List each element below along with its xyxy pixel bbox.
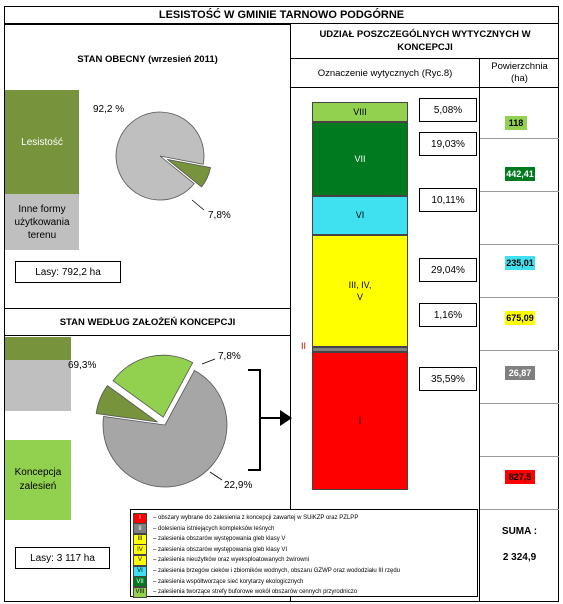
bar-segment-label-6: I bbox=[358, 415, 362, 426]
bar-segment-2 bbox=[312, 122, 408, 196]
area-cell-1: 118 bbox=[505, 116, 527, 130]
plan-legend-light bbox=[5, 440, 71, 520]
legend-swatch-8: VIII bbox=[133, 587, 147, 598]
area-cell-2: 442,41 bbox=[506, 169, 534, 179]
area-cell-5: 26,87 bbox=[505, 366, 535, 380]
legend-swatch-7: VII bbox=[133, 576, 147, 587]
current-pie-chart bbox=[93, 100, 260, 230]
percent-box-4: 29,04% bbox=[419, 258, 477, 282]
legend-swatch-2: II bbox=[133, 523, 147, 534]
bar-segment-4 bbox=[312, 235, 408, 348]
legend-box bbox=[130, 509, 478, 597]
percent-box-5: 1,16% bbox=[419, 303, 477, 327]
right-header: UDZIAŁ POSZCZEGÓLNYCH WYTYCZNYCH W KONCEPCJI bbox=[319, 29, 531, 53]
area-grid-6 bbox=[480, 403, 559, 404]
plan-state-header: STAN WEDŁUG ZAŁOŻEŃ KONCEPCJI bbox=[59, 316, 236, 328]
legend-text-4: – zalesienia obszarów występowania gleb klasy VI bbox=[153, 546, 288, 553]
bar-segment-label-3: VI bbox=[355, 210, 365, 221]
area-grid-8 bbox=[480, 509, 559, 510]
area-grid-4 bbox=[480, 297, 559, 298]
plan-lasy-box: Lasy: 3 117 ha bbox=[15, 547, 110, 569]
legend-swatch-3: III bbox=[133, 534, 147, 545]
col-label-header: Oznaczenie wytycznych (Ryc.8) bbox=[317, 67, 453, 79]
percent-box-6: 35,59% bbox=[419, 367, 477, 391]
area-grid-5 bbox=[480, 350, 559, 351]
bar-segment-label-1: VIII bbox=[353, 106, 367, 117]
legend-text-7: – zalesienia współtworzące sieć korytarzy ekologicznych bbox=[153, 578, 304, 585]
sum-label: SUMA : bbox=[501, 525, 538, 537]
legend-rows bbox=[133, 512, 477, 596]
page-title: LESISTOŚĆ W GMINIE TARNOWO PODGÓRNE bbox=[4, 6, 559, 24]
legend-block-lesistosc bbox=[5, 90, 79, 194]
plan-legend-label: Koncepcja zalesień bbox=[14, 467, 62, 492]
area-cell-6: 827,5 bbox=[505, 470, 535, 484]
legend-swatch-5: V bbox=[133, 555, 147, 566]
legend-text-2: – dolesienia istniejących kompleksów leśnych bbox=[153, 525, 275, 532]
bar-segment-6 bbox=[312, 352, 408, 490]
legend-row-8 bbox=[133, 586, 357, 598]
pie-leader-3 bbox=[210, 472, 222, 480]
percent-box-1: 5,08% bbox=[419, 98, 477, 122]
legend-text-1: – obszary wybrane do zalesienia z koncepcji zawartej w SUiKZP oraz PZLPP bbox=[153, 515, 359, 521]
bar-segment-label-4: III, IV, V bbox=[348, 280, 372, 303]
pie-leader-2 bbox=[192, 200, 204, 210]
area-grid-7 bbox=[480, 456, 559, 457]
legend-swatch-1: I bbox=[133, 513, 147, 524]
plan-legend-green bbox=[5, 337, 71, 360]
area-grid-3 bbox=[480, 244, 559, 245]
pie-label-3: 22,9% bbox=[224, 480, 253, 491]
percent-box-3: 10,11% bbox=[419, 188, 477, 212]
legend-label-inne: Inne formy użytkowania terenu bbox=[14, 203, 70, 241]
legend-swatch-6: VI bbox=[133, 566, 147, 577]
legend-label-lesistosc: Lesistość bbox=[21, 136, 63, 148]
col-divider bbox=[479, 59, 480, 602]
current-lasy-box: Lasy: 792,2 ha bbox=[15, 261, 121, 283]
legend-text-3: – zalesienia obszarów występowania gleb klasy V bbox=[153, 536, 286, 543]
pie-leader-2 bbox=[202, 359, 215, 364]
bar-segment-1 bbox=[312, 102, 408, 122]
area-cell-3: 235,01 bbox=[506, 258, 534, 268]
area-grid-1 bbox=[480, 138, 559, 139]
bar-segment-label-5: II bbox=[301, 341, 307, 352]
col-area-header: Powierzchnia (ha) bbox=[491, 61, 548, 84]
legend-block-inne bbox=[5, 194, 79, 250]
plan-legend-grey bbox=[5, 360, 71, 411]
bar-segment-3 bbox=[312, 196, 408, 235]
pie-label-1: 92,2 % bbox=[93, 104, 125, 115]
legend-swatch-4: IV bbox=[133, 544, 147, 555]
legend-text-6: – zalesienia brzegów cieków i zbiorników wodnych, obszaru GZWP oraz wododziału III rzędu bbox=[153, 568, 401, 574]
legend-text-5: – zalesienia nieużytków oraz wyeksploatowanych żwirowni bbox=[153, 557, 310, 564]
sum-value: 2 324,9 bbox=[502, 551, 537, 563]
legend-text-8: – zalesienia tworzące strefy buforowe wokół obszarów cennych przyrodniczo bbox=[153, 589, 358, 596]
bar-segment-label-2: VII bbox=[354, 153, 366, 164]
plan-header-divider bbox=[4, 335, 291, 336]
bracket-arrow bbox=[240, 360, 310, 490]
pie-label-1: 69,3% bbox=[68, 360, 97, 371]
area-grid-2 bbox=[480, 191, 559, 192]
pie-label-2: 7,8% bbox=[208, 210, 231, 221]
percent-box-2: 19,03% bbox=[419, 132, 477, 156]
col-header-divider bbox=[291, 87, 559, 88]
pie-label-2: 7,8% bbox=[218, 351, 241, 362]
area-cell-4: 675,09 bbox=[506, 313, 534, 323]
current-state-header: STAN OBECNY (wrzesień 2011) bbox=[77, 53, 218, 65]
pie-slice-1 bbox=[116, 112, 204, 200]
